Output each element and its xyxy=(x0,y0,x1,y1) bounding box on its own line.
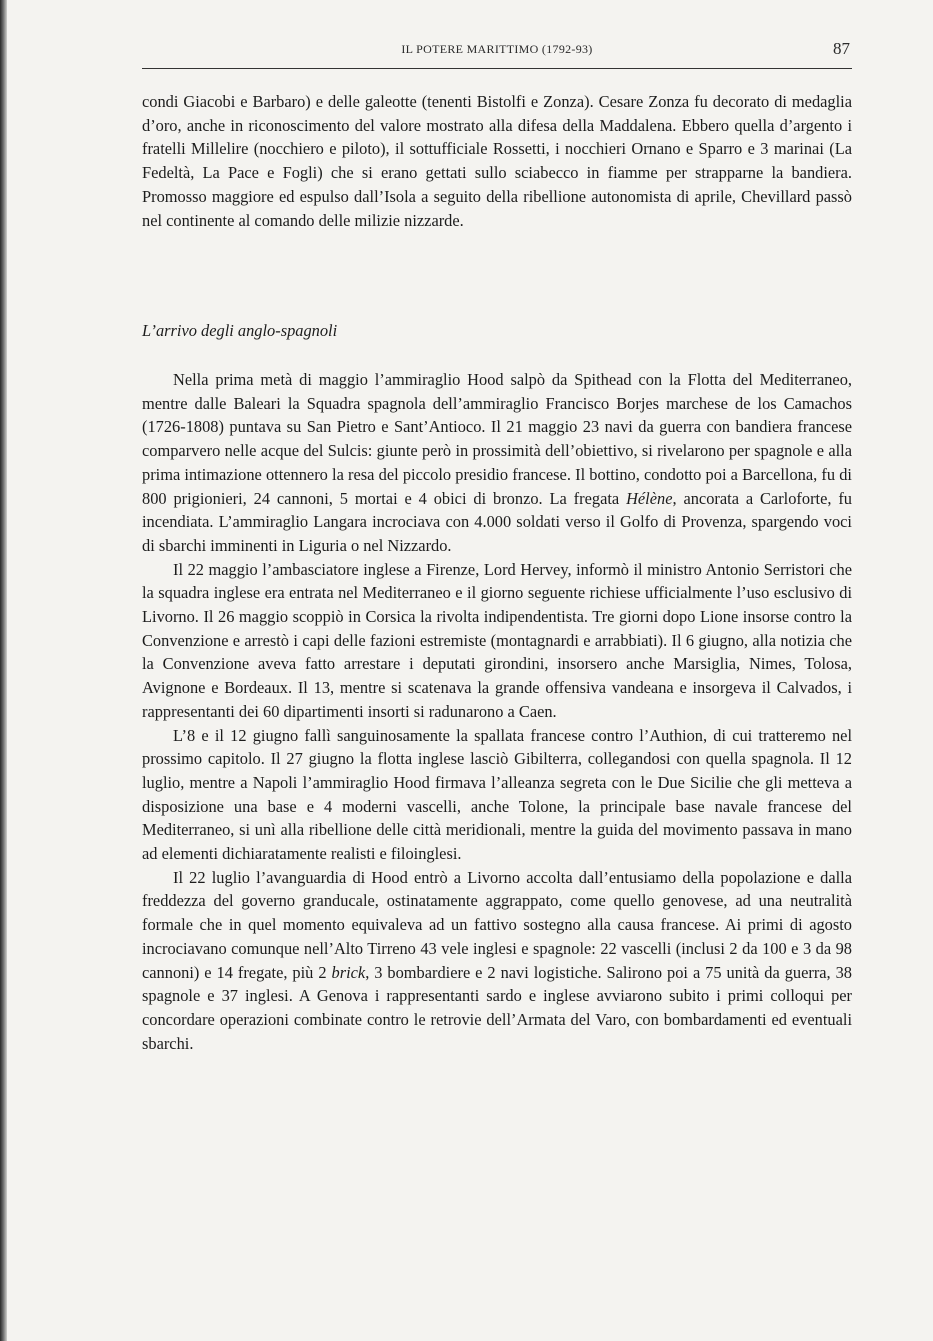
book-spine-shadow xyxy=(0,0,7,1341)
running-title: IL POTERE MARITTIMO (1792-93) xyxy=(401,42,593,56)
paragraph-2: Il 22 maggio l’ambasciatore inglese a Firenze, Lord Hervey, informò il ministro Antonio Serristori che la squadra inglese era entrata nel Mediterraneo e il giorno seguente richiese ufficialmente l’uso esclusivo di Livorno. Il 26 maggio scoppiò in Corsica la rivolta indipendentista. Tre giorni dopo Lione insorse contro la Convenzione e arrestò i capi delle fazioni estremiste (montagnardi e arrabbiati). Il 6 giugno, alla notizia che la Convenzione aveva fatto arrestare i deputati girondini, insorsero anche Marsiglia, Nimes, Tolosa, Avignone e Bordeaux. Il 13, mentre si scatenava la grande offensiva vandeana e insorgeva il Calvados, i rappresentanti dei 60 dipartimenti insorti si radunarono a Caen. xyxy=(142,559,852,721)
paragraph-1-part-b: , ancorata a Carloforte, fu incendiata. L’ammiraglio Langara incrociava con 4.000 soldati verso il Golfo di Provenza, spargendo voci di sbarchi imminenti in Liguria o nel Nizzardo. xyxy=(142,488,852,555)
paragraph-4 xyxy=(142,866,852,1056)
section-heading: L’arrivo degli anglo-spagnoli xyxy=(142,321,338,340)
header-rule xyxy=(142,68,852,69)
running-head xyxy=(142,40,852,64)
paragraph-1 xyxy=(142,368,852,558)
paragraph-4-part-a: Il 22 luglio l’avanguardia di Hood entrò a Livorno accolta dall’entusiamo della popolazione e dalla freddezza del governo granducale, ostinatamente aggrappato, come quello genovese, ad una neutralità formale che in quel momento equivaleva ad un fattivo sostegno alla causa francese. Ai primi di agosto incrociavano comunque nell’Alto Tirreno 43 vele inglesi e spagnole: 22 vascelli (inclusi 2 da 100 e 3 da 98 cannoni) e 14 fregate, più 2 xyxy=(142,867,852,982)
paragraph-4-part-b: , 3 bombardiere e 2 navi logistiche. Salirono poi a 75 unità da guerra, 38 spagnole e 37 inglesi. A Genova i rappresentanti sardo e inglese avviarono subito i primi colloqui per concordare operazioni combinate contro le retrovie dell’Armata del Varo, con bombardamenti ed eventuali sbarchi. xyxy=(142,962,852,1053)
paragraph-1-part-a: Nella prima metà di maggio l’ammiraglio Hood salpò da Spithead con la Flotta del Mediterraneo, mentre dalle Baleari la Squadra spagnola dell’ammiraglio Francisco Borjes marchese de los Camachos (1726-1808) puntava su San Pietro e Sant’Antioco. Il 21 maggio 23 navi da guerra con bandiera francese comparvero nelle acque del Sulcis: giunte però in prossimità dell’obiettivo, si rivelarono per spagnole e alla prima intimazione ottennero la resa del piccolo presidio francese. Il bottino, condotto poi a Barcellona, fu di 800 prigionieri, 24 cannoni, 5 mortai e 4 obici di bronzo. La fregata xyxy=(142,370,852,508)
ship-name-helene: Hélène xyxy=(626,488,673,508)
paragraph-continued: condi Giacobi e Barbaro) e delle galeotte (tenenti Bistolfi e Zonza). Cesare Zonza fu decorato di medaglia d’oro, anche in riconoscimento del valore mostrato alla difesa della Maddalena. Ebbero quella d’argento i fratelli Millelire (nocchiero e piloto), il sottufficiale Rossetti, i nocchieri Ornano e Sparro e 3 marinai (La Fedeltà, La Pace e Fogli) che si erano gettati sullo sciabecco in fiamme per strapparne la bandiera. Promosso maggiore ed espulso dall’Isola a seguito della ribellione autonomista di aprile, Chevillard passò nel continente al comando delle milizie nizzarde. xyxy=(142,92,852,230)
term-brick: brick xyxy=(331,962,366,982)
page-number: 87 xyxy=(833,39,850,58)
paragraph-3: L’8 e il 12 giugno fallì sanguinosamente la spallata francese contro l’Authion, di cui tratteremo nel prossimo capitolo. Il 27 giugno la flotta inglese lasciò Gibilterra, collegandosi con quella spagnola. Il 12 luglio, mentre a Napoli l’ammiraglio Hood firmava l’alleanza segreta con le Due Sicilie che gli metteva a disposizione una base e 4 moderni vascelli, anche Tolone, la principale base navale francese del Mediterraneo, si unì alla ribellione delle città meridionali, mentre la guida del movimento passava in mano ad elementi dichiaratamente realisti e filoinglesi. xyxy=(142,725,852,864)
body-text xyxy=(142,368,852,1055)
opening-paragraph xyxy=(142,90,852,232)
